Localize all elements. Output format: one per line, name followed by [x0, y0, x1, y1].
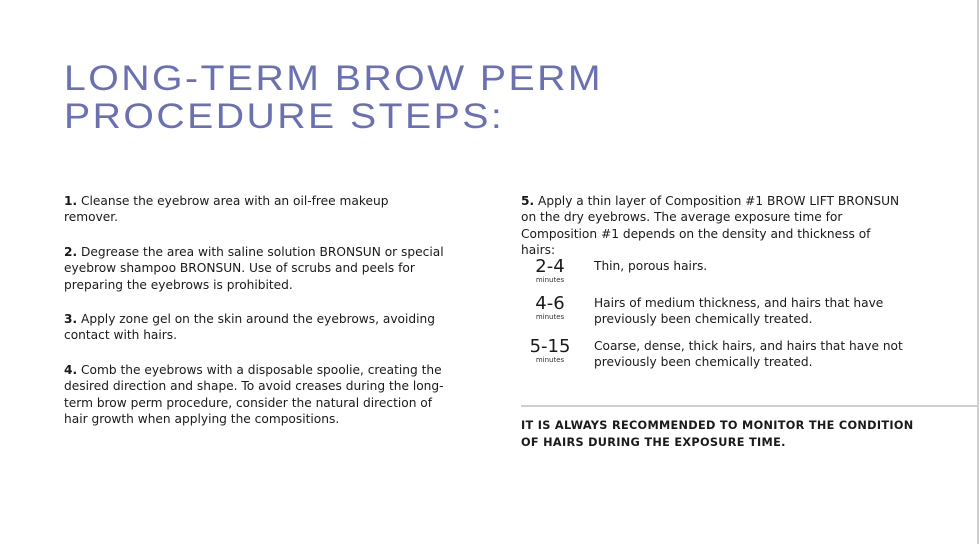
steps-left-column — [64, 193, 444, 445]
step-1 — [64, 193, 444, 226]
step-text: Cleanse the eyebrow area with an oil-free makeup remover. — [64, 194, 389, 225]
time-description: Thin, porous hairs. — [594, 259, 708, 273]
divider — [521, 405, 977, 407]
step-number: 4. — [64, 362, 78, 377]
step-number: 1. — [64, 194, 78, 208]
page-title — [64, 60, 603, 136]
exposure-time-row — [521, 295, 921, 328]
time-range: 2-4 — [535, 256, 565, 277]
time-range: 4-6 — [535, 293, 565, 314]
time-range: 5-15 — [529, 335, 571, 357]
time-unit: minutes — [535, 313, 565, 321]
page-edge — [977, 0, 979, 544]
step-text: Degrease the area with saline solution BRONSUN or special eyebrow shampoo BRONSUN. Use of scrubs and peels for preparing the eyebrows is prohibited. — [64, 244, 444, 292]
step-text: Comb the eyebrows with a disposable spoolie, creating the desired direction and shape. To avoid creases during the long-term brow perm procedure, consider the natural direction of hair growth when applying the compositions. — [64, 362, 444, 427]
step-number: 3. — [64, 312, 78, 327]
title-line-2: PROCEDURE STEPS: — [64, 97, 505, 136]
time-description: Hairs of medium thickness, and hairs that have previously been chemically treated. — [594, 296, 884, 327]
step-text: Apply zone gel on the skin around the eyebrows, avoiding contact with hairs. — [64, 312, 435, 343]
step-number: 2. — [64, 244, 78, 259]
step-text: Apply a thin layer of Composition #1 BROW LIFT BRONSUN on the dry eyebrows. The average exposure time for Composition #1 depends on the density and thickness of hairs: — [521, 194, 900, 258]
monitoring-notice — [521, 417, 914, 451]
step-3 — [64, 311, 444, 344]
time-description: Coarse, dense, thick hairs, and hairs that have not previously been chemically treated. — [594, 338, 903, 370]
exposure-time-row — [521, 258, 921, 285]
step-4 — [64, 362, 444, 428]
exposure-time-list — [521, 258, 921, 381]
title-line-1: LONG-TERM BROW PERM — [64, 59, 603, 98]
exposure-time-row — [521, 335, 921, 371]
time-unit: minutes — [535, 355, 565, 364]
notice-line-2: OF HAIRS DURING THE EXPOSURE TIME. — [521, 436, 786, 449]
step-2 — [64, 244, 444, 293]
step-number: 5. — [521, 194, 535, 208]
step-5 — [521, 193, 901, 259]
time-unit: minutes — [535, 276, 565, 284]
notice-line-1: IT IS ALWAYS RECOMMENDED TO MONITOR THE CONDITION — [521, 419, 914, 432]
